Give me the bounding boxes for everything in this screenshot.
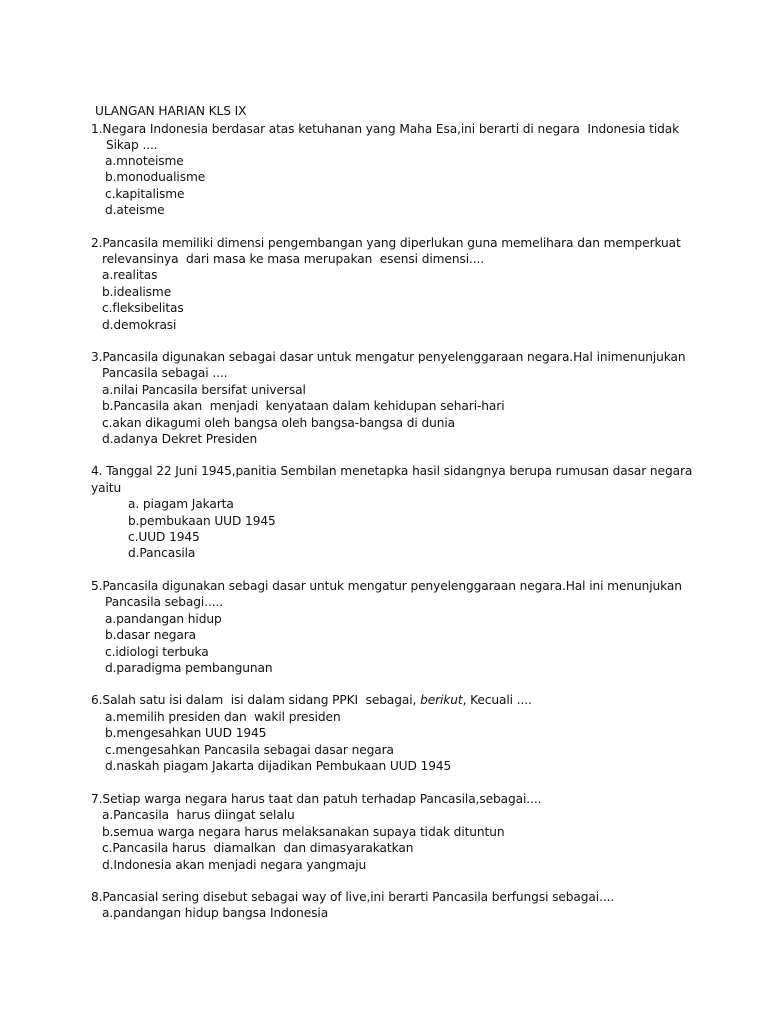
question-3-option-d: d.adanya Dekret Presiden [102,432,258,446]
question-7-option-c: c.Pancasila harus diamalkan dan dimasyarakatkan [102,841,414,855]
question-3-option-b: b.Pancasila akan menjadi kenyataan dalam kehidupan sehari-hari [102,399,505,413]
question-2-option-d: d.demokrasi [102,318,177,332]
question-2-line-1: 2.Pancasila memiliki dimensi pengembangan yang diperlukan guna memelihara dan memperkuat [91,236,681,250]
question-3-line-2: Pancasila sebagai .... [102,366,228,380]
document-title: ULANGAN HARIAN KLS IX [95,104,247,118]
question-4-line-1: 4. Tanggal 22 Juni 1945,panitia Sembilan menetapka hasil sidangnya berupa rumusan dasar negara [91,464,693,478]
question-3-option-c: c.akan dikagumi oleh bangsa oleh bangsa-bangsa di dunia [102,416,455,430]
question-6-option-d: d.naskah piagam Jakarta dijadikan Pembukaan UUD 1945 [105,759,452,773]
question-6-text-start: 6.Salah satu isi dalam isi dalam sidang PPKI sebagai, [91,693,421,707]
question-6-option-c: c.mengesahkan Pancasila sebagai dasar negara [105,743,394,757]
question-6-option-b: b.mengesahkan UUD 1945 [105,726,267,740]
question-5-line-1: 5.Pancasila digunakan sebagi dasar untuk mengatur penyelenggaraan negara.Hal ini menunjukan [91,579,682,593]
question-4-option-c: c.UUD 1945 [128,530,200,544]
question-2-option-a: a.realitas [102,268,158,282]
question-1-option-b: b.monodualisme [105,170,206,184]
question-3-line-1: 3.Pancasila digunakan sebagai dasar untuk mengatur penyelenggaraan negara.Hal inimenunjukan [91,350,686,364]
question-5-line-2: Pancasila sebagi..... [105,595,224,609]
question-1-line-1: 1.Negara Indonesia berdasar atas ketuhanan yang Maha Esa,ini berarti di negara Indonesia tidak [91,122,680,136]
question-6-line-1 [91,692,532,708]
question-2-line-2: relevansinya dari masa ke masa merupakan esensi dimensi.... [102,252,485,266]
question-4-line-2: yaitu [91,481,122,495]
question-8-option-a: a.pandangan hidup bangsa Indonesia [102,906,329,920]
question-6-text-end: , Kecuali .... [462,693,532,707]
question-1-option-d: d.ateisme [105,203,165,217]
question-5-option-b: b.dasar negara [105,628,197,642]
question-2-option-c: c.fleksibelitas [102,301,184,315]
question-7-option-a: a.Pancasila harus diingat selalu [102,808,295,822]
question-5-option-a: a.pandangan hidup [105,612,222,626]
question-1-option-a: a.mnoteisme [105,154,184,168]
question-2-option-b: b.idealisme [102,285,172,299]
question-5-option-d: d.paradigma pembangunan [105,661,273,675]
question-1-line-2: Sikap .... [106,138,158,152]
question-7-line-1: 7.Setiap warga negara harus taat dan patuh terhadap Pancasila,sebagai.... [91,792,542,806]
question-7-option-d: d.Indonesia akan menjadi negara yangmaju [102,858,367,872]
question-4-option-b: b.pembukaan UUD 1945 [128,514,276,528]
question-5-option-c: c.idiologi terbuka [105,645,209,659]
question-3-option-a: a.nilai Pancasila bersifat universal [102,383,306,397]
question-6-italic-word: berikut [420,693,463,707]
question-4-option-a: a. piagam Jakarta [128,497,234,511]
question-7-option-b: b.semua warga negara harus melaksanakan supaya tidak dituntun [102,825,505,839]
question-1-option-c: c.kapitalisme [105,187,185,201]
question-4-option-d: d.Pancasila [128,546,196,560]
question-8-line-1: 8.Pancasial sering disebut sebagai way of live,ini berarti Pancasila berfungsi sebagai.... [91,890,615,904]
question-6-option-a: a.memilih presiden dan wakil presiden [105,710,341,724]
